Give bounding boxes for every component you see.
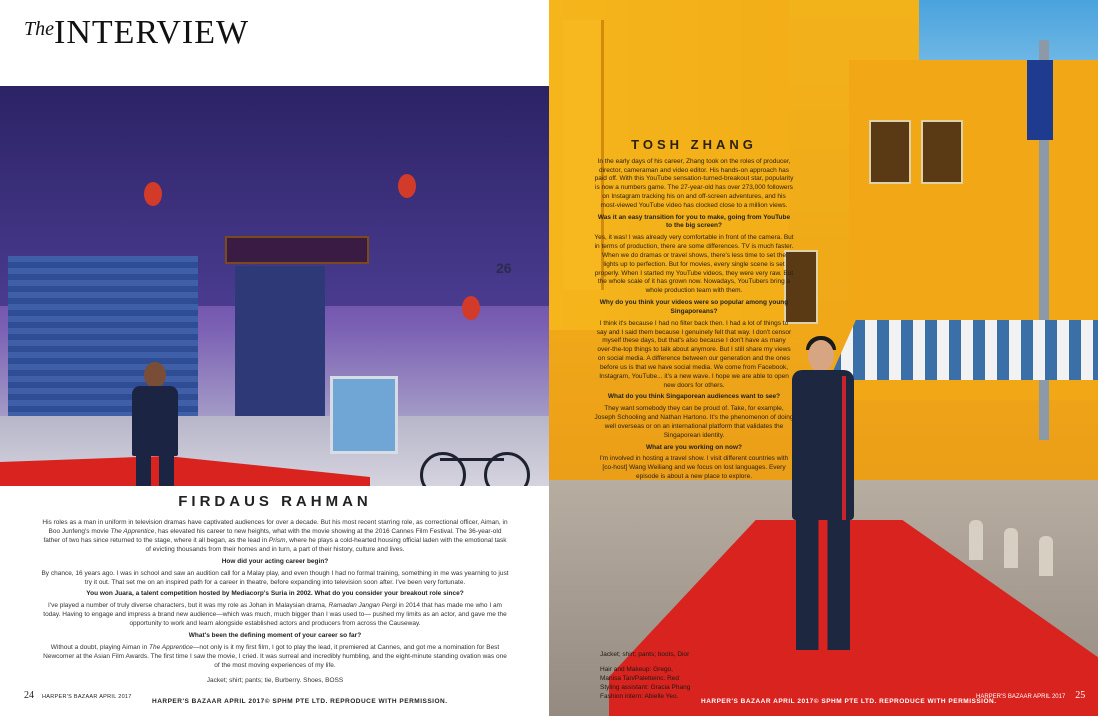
masthead-the: The xyxy=(24,18,54,40)
hair-makeup-credit-cont: Manisa Tan/Paletteinc. Red xyxy=(600,675,680,683)
answer: Without a doubt, playing Aiman in The Apprentice—not only is it my first film, I got to play the lead, it premiered at Cannes, and got me a nomination for Best Newcomer at the Asian Film Awards. The first time I saw the movie, I cried. It was surreal and incredibly humbling, and the eight-minute standing ovation was one of the most moving experiences of my life. xyxy=(43,644,507,670)
window xyxy=(921,120,963,184)
actor-figure xyxy=(784,340,864,670)
tosh-article xyxy=(594,136,794,485)
photo-credits xyxy=(600,650,690,701)
bollard xyxy=(1004,528,1018,568)
magazine-issue: HARPER'S BAZAAR APRIL 2017 xyxy=(42,694,132,700)
blue-street-sign xyxy=(1027,60,1053,140)
question: What are you working on now? xyxy=(645,443,743,451)
folio xyxy=(24,690,132,701)
actor-suit xyxy=(132,386,178,456)
answer: They want somebody they can be proud of. Take, for example, Joseph Schooling and Nathan Hartono. It's the phenomenon of doing well overseas or on an international platform that validates the Singaporean identity. xyxy=(594,405,794,439)
permission-notice: HARPER'S BAZAAR APRIL 2017© SPHM PTE LTD. REPRODUCE WITH PERMISSION. xyxy=(152,698,448,705)
answer: I think it's because I had no filter back then. I had a lot of things to say and I said them because I genuinely felt that way. I don't censor myself these days, but that's also because I don't have as many over-the-top things to talk about anymore. But I still share my views on social media. A difference between our generation and the ones before us is that we have social media. We come from Facebook, Instagram, YouTube... it's a new wave. I hope we are able to open new doors for others. xyxy=(596,319,792,389)
bicycle-icon xyxy=(420,438,530,486)
hair-makeup-credit: Hair and Makeup: Grego, xyxy=(600,666,673,674)
house-number: 26 xyxy=(496,260,512,276)
answer: By chance, 16 years ago. I was in school and saw an audition call for a Malay play, and even though I had no formal training, something in me was yearning to just try it out. That set me on an inspired path for a career in theatre, before expanding into television soon after. I've been very fortunate. xyxy=(41,569,509,586)
permission-notice: HARPER'S BAZAAR APRIL 2017© SPHM PTE LTD. REPRODUCE WITH PERMISSION. xyxy=(701,698,997,705)
question: Why do you think your videos were so popular among young Singaporeans? xyxy=(599,299,789,315)
styling-credit: Styling assistant: Gracia Phang xyxy=(600,684,691,692)
lantern-icon xyxy=(462,296,480,320)
magazine-issue: HARPER'S BAZAAR APRIL 2017 xyxy=(976,694,1066,700)
intro-paragraph: His roles as a man in uniform in television dramas have captivated audiences for over a decade. But his most recent starring role, as correctional officer, Aiman, in Boo Junfeng's movie The Apprentice, has elevated his career to new heights, what with the movie showing at the 2016 Cannes Film Festival. The 36-year-old father of two has since returned to the stage, where it all began, as the lead in Prism, where he plays a cold-hearted housing official laden with the emotional task of evicting thousands from their homes and in turn, a part of their history, culture and lives. xyxy=(42,518,508,553)
question: You won Juara, a talent competition hosted by Mediacorp's Suria in 2002. What do you consider your breakout role since? xyxy=(86,590,464,598)
question: What's been the defining moment of your career so far? xyxy=(188,632,362,640)
firdaus-rahman-photo xyxy=(0,86,549,486)
question: Was it an easy transition for you to make, going from YouTube to the big screen? xyxy=(597,213,791,230)
blue-board xyxy=(330,376,398,454)
bollard xyxy=(969,520,983,560)
actor-head xyxy=(144,362,166,388)
page-number: 25 xyxy=(1075,690,1086,701)
actor-legs xyxy=(796,520,850,650)
subject-name: TOSH ZHANG xyxy=(631,137,757,152)
window xyxy=(869,120,911,184)
firdaus-article xyxy=(40,492,510,689)
question: How did your acting career begin? xyxy=(221,557,329,565)
shop-signboard xyxy=(225,236,369,264)
fashion-credit: Jacket; shirt; pants; boots, Dior xyxy=(600,651,690,658)
bollard xyxy=(1039,536,1053,576)
subject-name: FIRDAUS RAHMAN xyxy=(178,493,372,510)
lantern-icon xyxy=(398,174,416,198)
actor-legs xyxy=(136,454,174,486)
answer: Yes, it was! I was already very comfortable in front of the camera. But in terms of production, there are some differences. TV is much faster. When we do dramas or travel shows, there's less time to set the lights up to perfection. But for movies, every single scene is set properly. When I started my YouTube videos, they were very raw. But the whole scale of it has grown now. Nowadays, YouTubers bring a whole production team with them. xyxy=(594,234,794,295)
answer: I'm involved in hosting a travel show. I visit different countries with [co-host] Wang Weiliang and we focus on lost languages. Every episode is about a new place to explore. xyxy=(599,455,789,480)
page-number: 24 xyxy=(24,690,34,701)
actor-head xyxy=(808,340,834,372)
intern-credit: Fashion intern: Abielle Yeo. xyxy=(600,693,679,701)
lantern-icon xyxy=(144,182,162,206)
masthead-interview: INTERVIEW xyxy=(54,14,250,51)
striped-awning xyxy=(829,320,1098,380)
intro-paragraph: In the early days of his career, Zhang took on the roles of producer, director, cameraman and video editor. His hands-on approach has paid off. With this YouTube sensation-turned-breakout star, popularity is now a numbers game. The 27-year-old has over 273,000 followers on Instagram tracking his on and off-screen adventures, and his most-viewed YouTube video has clocked close to a million views. xyxy=(594,157,794,209)
answer: I've played a number of truly diverse characters, but it was my role as Johan in Malaysian drama, Ramadan Jangan Pergi in 2014 that has made me who I am today. Having to engage and impress a brand new audience—which was much, much bigger than I was used to— pushed my limits as an actor, and gave me the opportunity to work and learn alongside established actors and producers from across the Causeway. xyxy=(43,602,507,628)
question: What do you think Singaporean audiences want to see? xyxy=(607,393,781,401)
fashion-credit: Jacket; shirt; pants; tie, Burberry. Shoes, BOSS xyxy=(206,677,344,685)
section-masthead xyxy=(24,14,249,52)
folio xyxy=(976,690,1085,701)
actor-figure xyxy=(122,362,192,486)
